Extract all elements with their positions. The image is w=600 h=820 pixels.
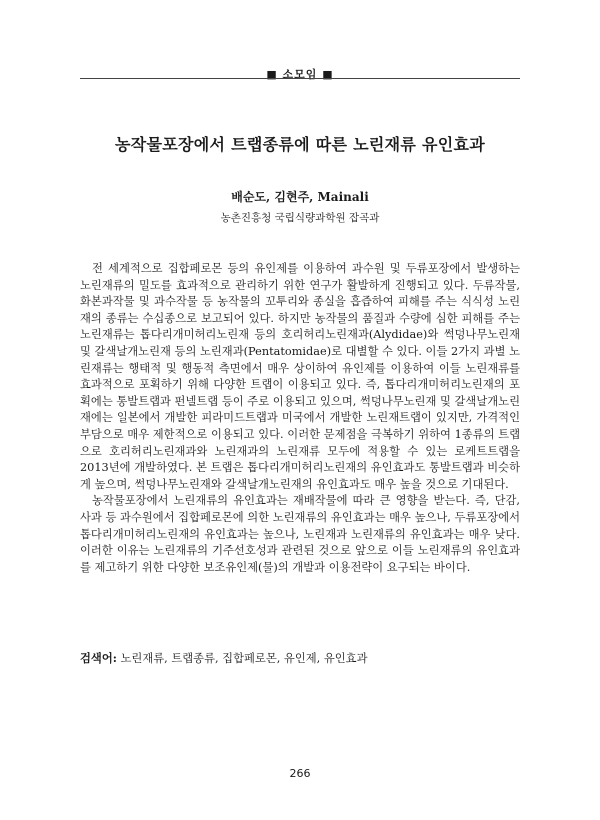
paragraph-1: 전 세계적으로 집합페로몬 등의 유인제를 이용하여 과수원 및 두류포장에서 발생하는 노린재류의 밀도를 효과적으로 관리하기 위한 연구가 활발하게 진행되고 있다. 두류작물, 화본과작물 및 과수작물 등 농작물의 꼬투리와 종실을 흡즙하여 피해를 주는 식식성 노린재의 종류는 수십종으로 보고되어 있다. 하지만 농작물의 품질과 수량에 심한 피해를 주는 노린재류는 톱다리개미허리노린재 등의 호리허리노린재과(Alydidae)와 썩덩나무노린재 및 갈색날개노린재 등의 노린재과(Pentatomidae)로 대별할 수 있다. 이들 2가지 과별 노린재류는 행태적 및 행동적 측면에서 매우 상이하여 유인제를 이용하여 이들 노린재류를 효과적으로 포획하기 위해 다양한 트랩이 이용되고 있다. 즉, 톱다리개미허리노린재의 포획에는 통발트랩과 펀넬트랩 등이 주로 이용되고 있으며, 썩덩나무노린재 및 갈색날개노린재에는 일본에서 개발한 피라미드트랩과 미국에서 개발한 노린재트랩이 있지만, 가격적인 부담으로 매우 제한적으로 이용되고 있다. 이러한 문제점을 극복하기 위하여 1종류의 트랩으로 호리허리노린재과와 노린재과의 노린재류 모두에 적용할 수 있는 로케트트랩을 2013년에 개발하였다. 본 트랩은 톱다리개미허리노린재의 유인효과도 통발트랩과 비슷하게 높으며, 썩덩나무노린재와 갈색날개노린재의 유인효과도 매우 높을 것으로 기대된다. xyxy=(80,262,520,491)
abstract-body xyxy=(80,261,520,576)
page-number: 266 xyxy=(289,767,311,780)
author-list: 배순도, 김현주, Mainali xyxy=(231,190,369,204)
article-title: 농작물포장에서 트랩종류에 따른 노린재류 유인효과 xyxy=(114,135,486,154)
section-tag: ■ 소모임 ■ xyxy=(266,68,334,81)
affiliation: 농촌진흥청 국립식량과학원 잡곡과 xyxy=(220,212,380,224)
paragraph-2: 농작물포장에서 노린재류의 유인효과는 재배작물에 따라 큰 영향을 받는다. 즉, 단감, 사과 등 과수원에서 집합페로몬에 의한 노린재류의 유인효과는 매우 높으나, 두류포장에서 톱다리개미허리노린재의 유인효과는 높으나, 노린재과 노린재류의 유인효과는 매우 낮다. 이러한 이유는 노린재류의 기주선호성과 관련된 것으로 앞으로 이들 노린재류의 유인효과를 제고하기 위한 다양한 보조유인제(물)의 개발과 이용전략이 요구되는 바이다. xyxy=(80,494,520,574)
header-rule xyxy=(80,78,520,79)
keywords-line xyxy=(80,650,520,667)
keywords-label: 검색어: xyxy=(80,651,117,665)
keywords-text: 노린재류, 트랩종류, 집합페로몬, 유인제, 유인효과 xyxy=(120,652,368,665)
